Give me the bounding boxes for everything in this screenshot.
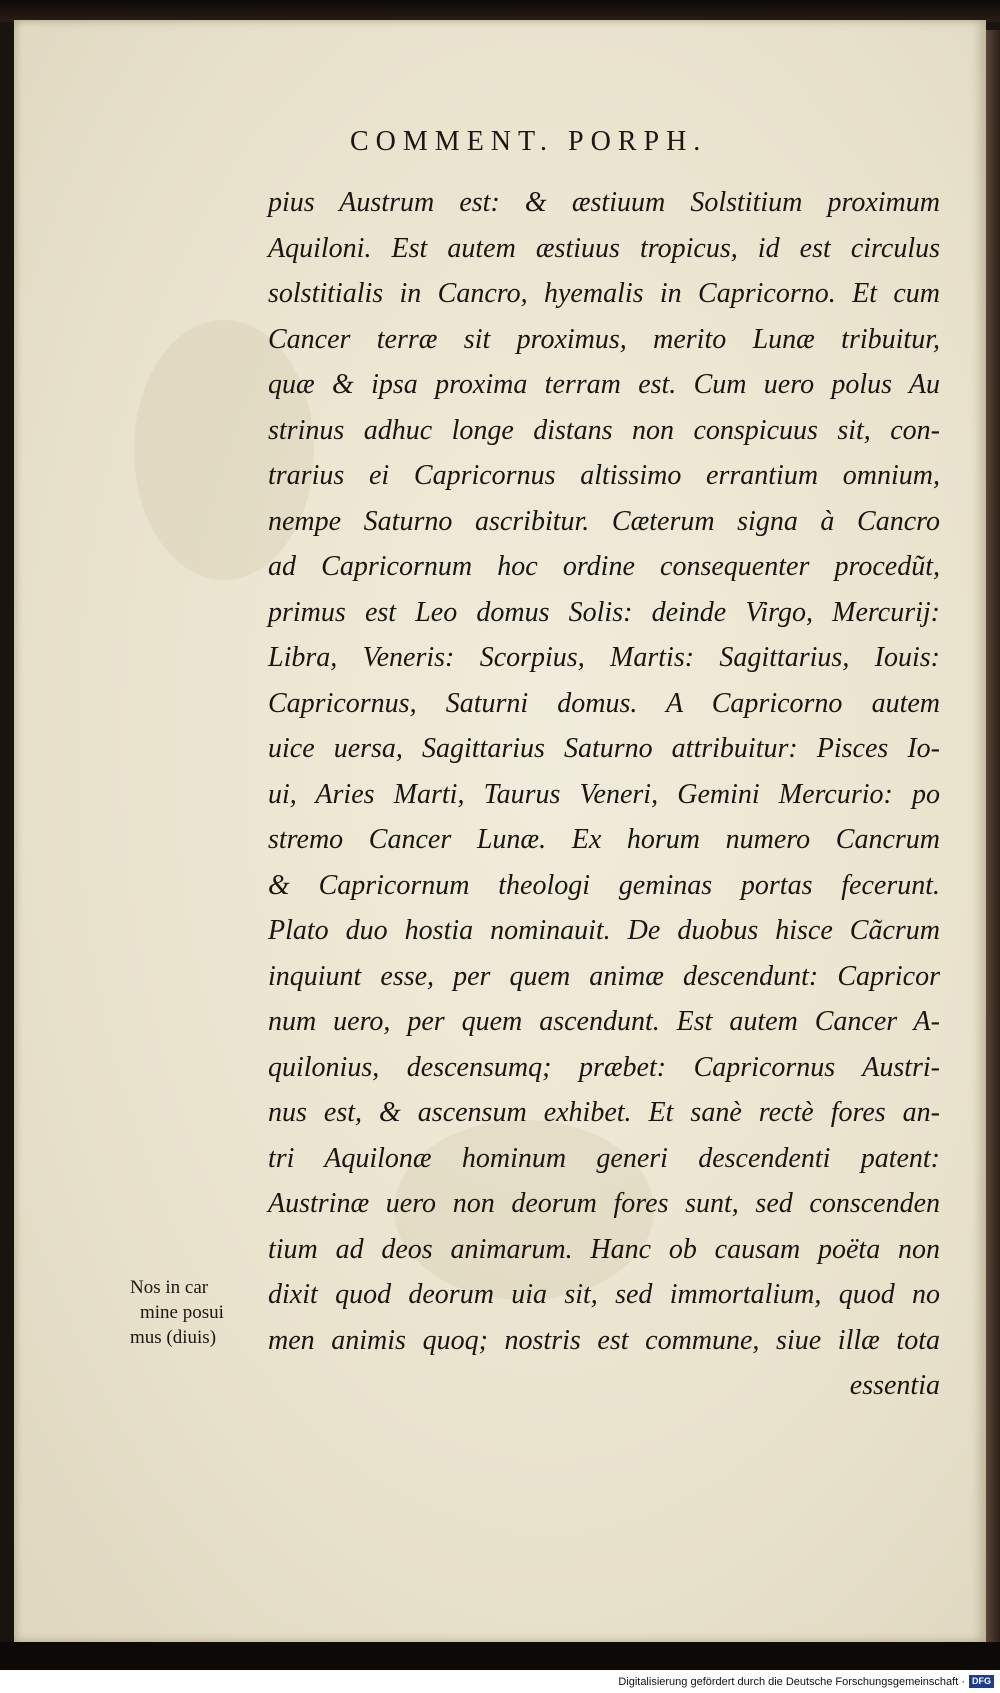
- text-line: Plato duo hostia nominauit. De duobus hisce Cãcrum: [268, 915, 940, 946]
- text-line: Aquiloni. Est autem æstiuus tropicus, id est circulus: [268, 232, 940, 264]
- dfg-logo-icon: DFG: [969, 1675, 994, 1688]
- text-line: Capricornus, Saturni domus. A Capricorno autem: [268, 687, 940, 719]
- marginal-note: [130, 1275, 270, 1350]
- text-line: & Capricornum theologi geminas portas fecerunt.: [268, 869, 940, 901]
- text-line: stremo Cancer Lunæ. Ex horum numero Cancrum: [268, 824, 940, 855]
- text-line: solstitialis in Cancro, hyemalis in Capricorno. Et cum: [268, 278, 940, 309]
- text-line: men animis quoq; nostris est commune, siue illæ tota: [268, 1324, 940, 1356]
- text-line: quæ & ipsa proxima terram est. Cum uero polus Au: [268, 369, 940, 400]
- page-gutter-edge: [986, 30, 1000, 1642]
- catchword: essentia: [849, 1370, 940, 1401]
- running-head: COMMENT. PORPH.: [350, 126, 708, 157]
- text-line: tium ad deos animarum. Hanc ob causam poëta non: [268, 1233, 940, 1265]
- text-line: dixit quod deorum uia sit, sed immortalium, quod no: [268, 1279, 940, 1310]
- scan-top-edge: [0, 0, 1000, 22]
- text-line: ad Capricornum hoc ordine consequenter procedũt,: [268, 551, 940, 582]
- text-line: inquiunt esse, per quem animæ descendunt: Capricor: [268, 960, 940, 992]
- text-line: Austrinæ uero non deorum fores sunt, sed conscenden: [268, 1188, 940, 1219]
- marginal-note-line: mus (diuis): [130, 1327, 217, 1348]
- digitization-footer: [0, 1670, 1000, 1693]
- text-line: num uero, per quem ascendunt. Est autem Cancer A-: [268, 1006, 940, 1037]
- text-line: uice uersa, Sagittarius Saturno attribuitur: Pisces Io-: [268, 733, 940, 764]
- text-line: Cancer terræ sit proximus, merito Lunæ tribuitur,: [268, 323, 940, 355]
- text-line: quilonius, descensumq; præbet: Capricornus Austri-: [268, 1051, 940, 1083]
- text-line: nus est, & ascensum exhibet. Et sanè rectè fores an-: [268, 1097, 940, 1128]
- text-line: ui, Aries Marti, Taurus Veneri, Gemini Mercurio: po: [268, 778, 940, 810]
- text-line: trarius ei Capricornus altissimo errantium omnium,: [268, 460, 940, 491]
- marginal-note-line: Nos in car: [130, 1277, 209, 1298]
- text-line: Libra, Veneris: Scorpius, Martis: Sagittarius, Iouis:: [268, 642, 940, 673]
- text-line: tri Aquilonæ hominum generi descendenti patent:: [268, 1142, 940, 1174]
- text-line: pius Austrum est: & æstiuum Solstitium proximum: [268, 187, 940, 218]
- scan-bottom-edge: [0, 1642, 1000, 1670]
- marginal-note-line: mine posui: [140, 1302, 224, 1323]
- funding-credit: Digitalisierung gefördert durch die Deutsche Forschungsgemeinschaft ·: [618, 1675, 965, 1688]
- text-line: nempe Saturno ascribitur. Cæterum signa à Cancro: [268, 505, 940, 537]
- main-text-block: [268, 180, 940, 1409]
- text-line: primus est Leo domus Solis: deinde Virgo, Mercurij:: [268, 596, 940, 628]
- text-line: strinus adhuc longe distans non conspicuus sit, con-: [268, 414, 940, 446]
